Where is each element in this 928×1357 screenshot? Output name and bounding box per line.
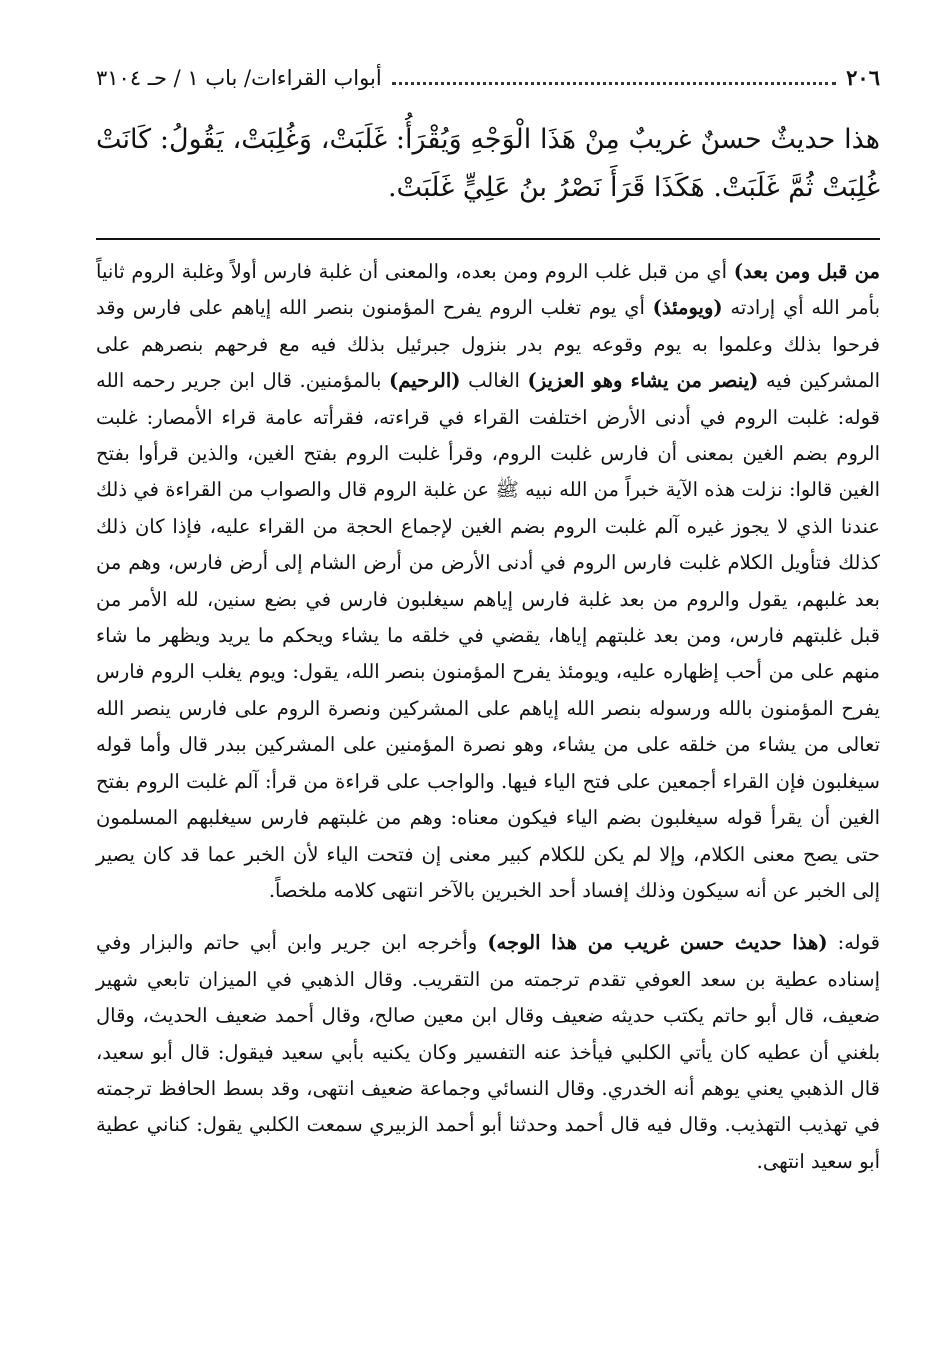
commentary-text: الغالب <box>460 369 528 393</box>
page-number: ٢٠٦ <box>846 65 880 90</box>
commentary <box>96 254 880 1180</box>
commentary-quote: (ينصر من يشاء وهو العزيز) <box>527 369 759 393</box>
commentary-quote: (هذا حديث حسن غريب من هذا الوجه) <box>487 931 828 955</box>
commentary-paragraph-1 <box>96 254 880 909</box>
commentary-text: بالمؤمنين. قال ابن جرير رحمه الله قوله: غلبت الروم في أدنى الأرض اختلفت القراء في قراءته، فقرأته عامة قراء الأمصار: غلبت الروم بضم الغين بمعنى أن فارس غلبت الروم، وقرأ غلبت الروم بفتح الغين، والذين قرأوا بفتح الغين قالوا: نزلت هذه الآية خبراً من الله نبيه ﷺ عن غلبة الروم قال والصواب من القراءة في ذلك عندنا الذي لا يجوز غيره آلم غلبت الروم بضم الغين لإجماع الحجة من القراء عليه، فإذا كان ذلك كذلك فتأويل الكلام غلبت فارس الروم في أدنى الأرض من أرض الشام إلى أرض فارس، وهم من بعد غلبهم، يقول والروم من بعد غلبة فارس إياهم سيغلبون فارس في بضع سنين، لله الأمر من قبل غلبتهم فارس، ومن بعد غلبتهم إياها، يقضي في خلقه ما يشاء ويحكم ما يريد ويظهر ما شاء منهم على من أحب إظهاره عليه، ويومئذ يفرح المؤمنون بنصر الله، يقول: ويوم يغلب الروم فارس يفرح المؤمنون بالله ورسوله بنصر الله إياهم على المشركين ونصرة الروم على فارس ينصر الله تعالى من يشاء من خلقه على من يشاء، وهو نصرة المؤمنين على المشركين ببدر قال وأما قوله سيغلبون فإن القراء أجمعين على فتح الياء فيها. والواجب على قراءة من قرأ: آلم غلبت الروم بفتح الغين أن يقرأ قوله سيغلبون بضم الياء فيكون معناه: وهم من غلبتهم فارس سيغلبهم المسلمون حتى يصح معنى الكلام، وإلا لم يكن للكلام كبير معنى إن فتحت الياء لأن الخبر عما قد كان يصير إلى الخبر عن أنه سيكون وذلك إفساد أحد الخبرين بالآخر انتهى كلامه ملخصاً. <box>96 369 880 902</box>
book-page <box>96 56 880 1180</box>
page-header <box>96 56 880 100</box>
commentary-text: قوله: <box>827 931 880 955</box>
commentary-text: وأخرجه ابن جرير وابن أبي حاتم والبزار وفي إسناده عطية بن سعد العوفي تقدم ترجمته من التقريب. وقال الذهبي في الميزان تابعي شهير ضعيف، قال أبو حاتم يكتب حديثه ضعيف وقال ابن معين صالح، وقال أحمد ضعيف الحديث، وقال بلغني أن عطيه كان يأتي الكلبي فيأخذ عنه التفسير وكان يكنيه بأبي سعيد فيقول: قال أبو سعيد، قال الذهبي يعني يوهم أنه الخدري. وقال النسائي وجماعة ضعيف انتهى، وقد بسط الحافظ ترجمته في تهذيب التهذيب. وقال فيه قال أحمد وحدثنا أبو أحمد الزبيري سمعت الكلبي يقول: كناني عطية أبو سعيد انتهى. <box>96 931 880 1173</box>
hadith-text: هذا حديثٌ حسنٌ غريبٌ مِنْ هَذَا الْوَجْهِ وَيُقْرَأُ: غَلَبَتْ، وَغُلِبَتْ، يَقُولُ: كَانَتْ غُلِبَتْ ثُمَّ غَلَبَتْ. هَكَذَا قَرَأَ نَصْرُ بنُ عَلِيٍّ غَلَبَتْ. <box>96 124 880 203</box>
commentary-lead-phrase: من قبل ومن بعد) <box>733 260 880 283</box>
header-dotted-leader <box>392 60 836 85</box>
commentary-paragraph-2 <box>96 925 880 1180</box>
separator-rule <box>96 238 880 240</box>
running-title: أبواب القراءات/ باب ١ / حـ ٣١٠٤ <box>96 66 382 90</box>
commentary-text: أي يوم تغلب الروم يفرح المؤمنون بنصر الله إياهم على فارس وقد فرحوا بذلك وعلموا به يوم وقوعه يوم بدر بنزول جبرئيل بذلك فيه مع فرحهم بنصرهم على المشركين فيه <box>96 296 880 393</box>
commentary-text: أي من قبل غلب الروم ومن بعده، والمعنى أن غلبة فارس أولاً وغلبة الروم ثانياً بأمر الله أي إرادته <box>96 260 880 320</box>
commentary-quote: (الرحيم) <box>389 369 461 393</box>
commentary-quote: (ويومئذ) <box>652 296 723 320</box>
